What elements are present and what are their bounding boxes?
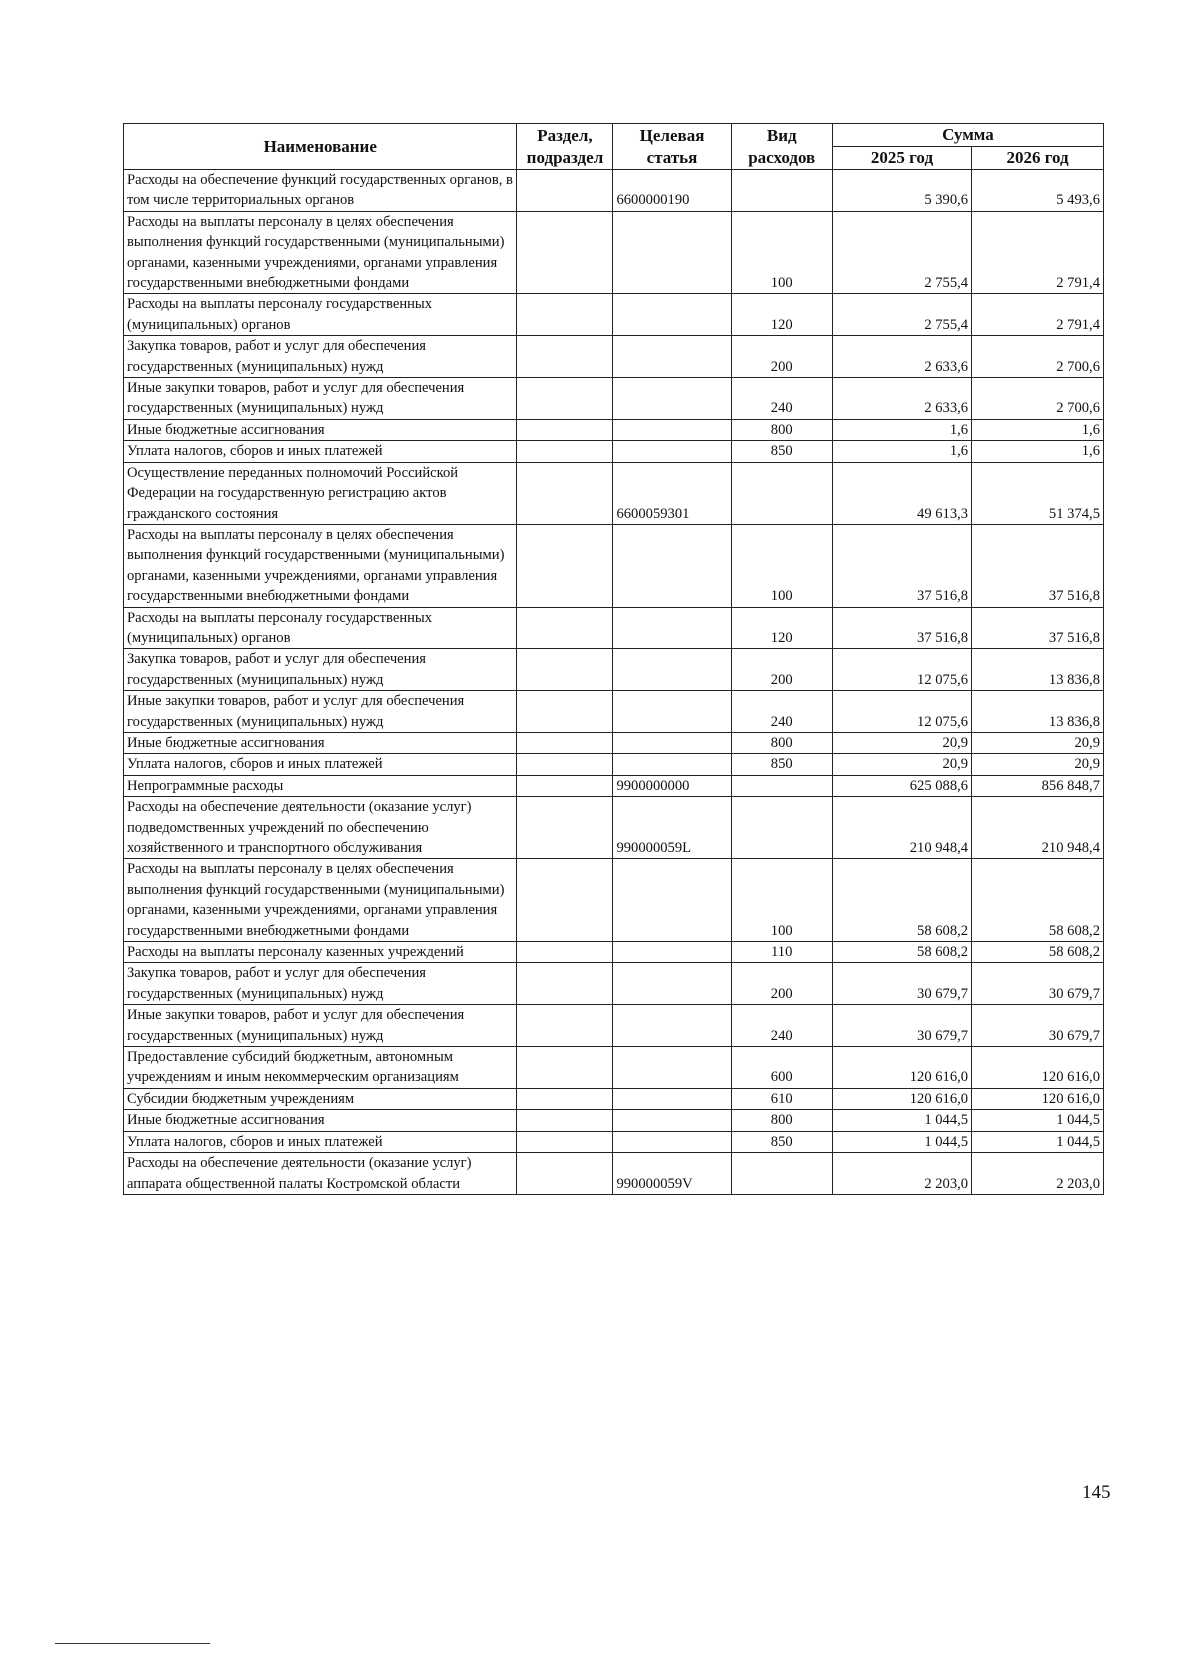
cell-section xyxy=(517,1088,613,1109)
footnote-divider xyxy=(55,1643,210,1644)
cell-section xyxy=(517,294,613,336)
cell-target xyxy=(613,294,731,336)
cell-2026: 210 948,4 xyxy=(972,797,1104,859)
cell-kind: 800 xyxy=(731,732,832,753)
cell-section xyxy=(517,732,613,753)
cell-target: 990000059L xyxy=(613,797,731,859)
cell-2026: 2 203,0 xyxy=(972,1153,1104,1195)
cell-name: Расходы на выплаты персоналу казенных учреждений xyxy=(124,942,517,963)
cell-section xyxy=(517,462,613,524)
cell-target: 9900000000 xyxy=(613,775,731,796)
cell-target xyxy=(613,649,731,691)
cell-2026: 13 836,8 xyxy=(972,691,1104,733)
cell-target xyxy=(613,691,731,733)
cell-target xyxy=(613,524,731,607)
cell-2025: 1,6 xyxy=(832,441,971,462)
table-row xyxy=(124,1153,1104,1195)
cell-2026: 13 836,8 xyxy=(972,649,1104,691)
cell-name: Расходы на выплаты персоналу государственных (муниципальных) органов xyxy=(124,607,517,649)
cell-2025: 2 203,0 xyxy=(832,1153,971,1195)
cell-2026: 37 516,8 xyxy=(972,607,1104,649)
table-row xyxy=(124,211,1104,294)
cell-2025: 12 075,6 xyxy=(832,691,971,733)
cell-kind xyxy=(731,170,832,212)
cell-section xyxy=(517,378,613,420)
cell-kind: 200 xyxy=(731,336,832,378)
cell-target xyxy=(613,1047,731,1089)
cell-2025: 58 608,2 xyxy=(832,942,971,963)
cell-target xyxy=(613,378,731,420)
table-row xyxy=(124,963,1104,1005)
cell-kind: 850 xyxy=(731,754,832,775)
cell-section xyxy=(517,211,613,294)
table-row xyxy=(124,691,1104,733)
cell-name: Закупка товаров, работ и услуг для обеспечения государственных (муниципальных) нужд xyxy=(124,336,517,378)
table-row xyxy=(124,1110,1104,1131)
cell-name: Иные бюджетные ассигнования xyxy=(124,419,517,440)
cell-kind: 120 xyxy=(731,607,832,649)
cell-kind: 850 xyxy=(731,1131,832,1152)
table-row xyxy=(124,607,1104,649)
cell-2026: 58 608,2 xyxy=(972,859,1104,942)
cell-name: Расходы на выплаты персоналу государственных (муниципальных) органов xyxy=(124,294,517,336)
cell-target xyxy=(613,1110,731,1131)
cell-name: Уплата налогов, сборов и иных платежей xyxy=(124,754,517,775)
cell-section xyxy=(517,797,613,859)
table-row xyxy=(124,649,1104,691)
cell-name: Осуществление переданных полномочий Российской Федерации на государственную регистрацию актов гражданского состояния xyxy=(124,462,517,524)
cell-name: Расходы на обеспечение деятельности (оказание услуг) аппарата общественной палаты Костромской области xyxy=(124,1153,517,1195)
cell-2025: 2 633,6 xyxy=(832,336,971,378)
cell-name: Иные бюджетные ассигнования xyxy=(124,1110,517,1131)
cell-2025: 625 088,6 xyxy=(832,775,971,796)
budget-table xyxy=(123,123,1104,1195)
cell-2026: 37 516,8 xyxy=(972,524,1104,607)
cell-kind: 200 xyxy=(731,649,832,691)
cell-section xyxy=(517,942,613,963)
cell-section xyxy=(517,775,613,796)
table-row xyxy=(124,775,1104,796)
cell-2025: 30 679,7 xyxy=(832,963,971,1005)
cell-section xyxy=(517,607,613,649)
cell-name: Иные закупки товаров, работ и услуг для обеспечения государственных (муниципальных) нужд xyxy=(124,378,517,420)
cell-2026: 20,9 xyxy=(972,732,1104,753)
cell-2025: 120 616,0 xyxy=(832,1047,971,1089)
cell-name: Закупка товаров, работ и услуг для обеспечения государственных (муниципальных) нужд xyxy=(124,649,517,691)
cell-name: Непрограммные расходы xyxy=(124,775,517,796)
cell-2025: 49 613,3 xyxy=(832,462,971,524)
cell-section xyxy=(517,1153,613,1195)
cell-2026: 856 848,7 xyxy=(972,775,1104,796)
cell-section xyxy=(517,1131,613,1152)
header-sum: Сумма xyxy=(832,124,1103,147)
cell-2025: 58 608,2 xyxy=(832,859,971,942)
cell-target xyxy=(613,732,731,753)
cell-name: Предоставление субсидий бюджетным, автономным учреждениям и иным некоммерческим организациям xyxy=(124,1047,517,1089)
header-target: Целевая статья xyxy=(613,124,731,170)
cell-name: Иные закупки товаров, работ и услуг для обеспечения государственных (муниципальных) нужд xyxy=(124,1005,517,1047)
cell-2026: 120 616,0 xyxy=(972,1047,1104,1089)
header-year-2025: 2025 год xyxy=(832,147,971,170)
cell-2026: 2 791,4 xyxy=(972,211,1104,294)
cell-2025: 37 516,8 xyxy=(832,524,971,607)
cell-2026: 2 700,6 xyxy=(972,336,1104,378)
cell-name: Субсидии бюджетным учреждениям xyxy=(124,1088,517,1109)
cell-2025: 1,6 xyxy=(832,419,971,440)
cell-kind xyxy=(731,462,832,524)
cell-kind: 800 xyxy=(731,1110,832,1131)
cell-2026: 120 616,0 xyxy=(972,1088,1104,1109)
cell-2025: 2 633,6 xyxy=(832,378,971,420)
table-row xyxy=(124,1088,1104,1109)
cell-2025: 12 075,6 xyxy=(832,649,971,691)
cell-kind: 100 xyxy=(731,524,832,607)
cell-section xyxy=(517,859,613,942)
cell-2025: 37 516,8 xyxy=(832,607,971,649)
cell-kind: 240 xyxy=(731,1005,832,1047)
table-row xyxy=(124,524,1104,607)
table-row xyxy=(124,1131,1104,1152)
cell-2025: 1 044,5 xyxy=(832,1110,971,1131)
table-row xyxy=(124,859,1104,942)
cell-section xyxy=(517,336,613,378)
cell-kind: 850 xyxy=(731,441,832,462)
header-kind: Вид расходов xyxy=(731,124,832,170)
cell-kind: 110 xyxy=(731,942,832,963)
cell-target xyxy=(613,859,731,942)
table-row xyxy=(124,441,1104,462)
cell-target: 6600059301 xyxy=(613,462,731,524)
table-row xyxy=(124,942,1104,963)
header-name: Наименование xyxy=(124,124,517,170)
cell-section xyxy=(517,441,613,462)
cell-target xyxy=(613,419,731,440)
cell-2026: 5 493,6 xyxy=(972,170,1104,212)
cell-2025: 30 679,7 xyxy=(832,1005,971,1047)
table-row xyxy=(124,419,1104,440)
cell-kind xyxy=(731,1153,832,1195)
cell-2025: 20,9 xyxy=(832,754,971,775)
cell-target xyxy=(613,1005,731,1047)
cell-2026: 2 791,4 xyxy=(972,294,1104,336)
cell-section xyxy=(517,963,613,1005)
header-section: Раздел, подраздел xyxy=(517,124,613,170)
cell-target xyxy=(613,441,731,462)
cell-2026: 1,6 xyxy=(972,419,1104,440)
cell-section xyxy=(517,1110,613,1131)
cell-2026: 20,9 xyxy=(972,754,1104,775)
cell-name: Уплата налогов, сборов и иных платежей xyxy=(124,1131,517,1152)
cell-section xyxy=(517,170,613,212)
cell-section xyxy=(517,419,613,440)
page-number: 145 xyxy=(1082,1482,1111,1503)
cell-name: Расходы на выплаты персоналу в целях обеспечения выполнения функций государственными (муниципальными) органами, казенными учреждениями, органами управления государственными внебюджетными фондами xyxy=(124,859,517,942)
table-row xyxy=(124,732,1104,753)
cell-2025: 210 948,4 xyxy=(832,797,971,859)
table-row xyxy=(124,797,1104,859)
header-year-2026: 2026 год xyxy=(972,147,1104,170)
cell-kind: 610 xyxy=(731,1088,832,1109)
table-row xyxy=(124,754,1104,775)
cell-2026: 30 679,7 xyxy=(972,963,1104,1005)
cell-section xyxy=(517,754,613,775)
cell-section xyxy=(517,649,613,691)
cell-kind: 200 xyxy=(731,963,832,1005)
cell-2026: 1 044,5 xyxy=(972,1110,1104,1131)
cell-2026: 1,6 xyxy=(972,441,1104,462)
table-row xyxy=(124,170,1104,212)
table-row xyxy=(124,1047,1104,1089)
cell-2025: 120 616,0 xyxy=(832,1088,971,1109)
cell-kind: 100 xyxy=(731,859,832,942)
cell-section xyxy=(517,524,613,607)
cell-kind: 800 xyxy=(731,419,832,440)
cell-target xyxy=(613,942,731,963)
cell-name: Расходы на выплаты персоналу в целях обеспечения выполнения функций государственными (муниципальными) органами, казенными учреждениями, органами управления государственными внебюджетными фондами xyxy=(124,211,517,294)
cell-section xyxy=(517,1005,613,1047)
cell-2026: 2 700,6 xyxy=(972,378,1104,420)
cell-2025: 1 044,5 xyxy=(832,1131,971,1152)
table-header xyxy=(124,124,1104,170)
cell-target: 6600000190 xyxy=(613,170,731,212)
cell-2026: 58 608,2 xyxy=(972,942,1104,963)
cell-2025: 20,9 xyxy=(832,732,971,753)
cell-target xyxy=(613,1088,731,1109)
cell-2026: 51 374,5 xyxy=(972,462,1104,524)
cell-target xyxy=(613,963,731,1005)
table-row xyxy=(124,1005,1104,1047)
table-row xyxy=(124,294,1104,336)
cell-2026: 30 679,7 xyxy=(972,1005,1104,1047)
cell-target xyxy=(613,211,731,294)
table-row xyxy=(124,336,1104,378)
cell-name: Иные бюджетные ассигнования xyxy=(124,732,517,753)
cell-name: Расходы на выплаты персоналу в целях обеспечения выполнения функций государственными (муниципальными) органами, казенными учреждениями, органами управления государственными внебюджетными фондами xyxy=(124,524,517,607)
cell-target xyxy=(613,607,731,649)
cell-2025: 5 390,6 xyxy=(832,170,971,212)
cell-target xyxy=(613,1131,731,1152)
table-row xyxy=(124,378,1104,420)
cell-name: Уплата налогов, сборов и иных платежей xyxy=(124,441,517,462)
table-row xyxy=(124,462,1104,524)
cell-name: Иные закупки товаров, работ и услуг для обеспечения государственных (муниципальных) нужд xyxy=(124,691,517,733)
cell-kind: 100 xyxy=(731,211,832,294)
table-body xyxy=(124,170,1104,1195)
cell-2026: 1 044,5 xyxy=(972,1131,1104,1152)
cell-section xyxy=(517,1047,613,1089)
cell-target: 990000059V xyxy=(613,1153,731,1195)
cell-target xyxy=(613,754,731,775)
cell-name: Расходы на обеспечение деятельности (оказание услуг) подведомственных учреждений по обеспечению хозяйственного и транспортного обслуживания xyxy=(124,797,517,859)
cell-kind: 240 xyxy=(731,378,832,420)
cell-name: Закупка товаров, работ и услуг для обеспечения государственных (муниципальных) нужд xyxy=(124,963,517,1005)
cell-kind xyxy=(731,797,832,859)
cell-kind: 120 xyxy=(731,294,832,336)
cell-kind xyxy=(731,775,832,796)
cell-section xyxy=(517,691,613,733)
cell-2025: 2 755,4 xyxy=(832,211,971,294)
cell-kind: 600 xyxy=(731,1047,832,1089)
cell-name: Расходы на обеспечение функций государственных органов, в том числе территориальных органов xyxy=(124,170,517,212)
cell-kind: 240 xyxy=(731,691,832,733)
cell-2025: 2 755,4 xyxy=(832,294,971,336)
cell-target xyxy=(613,336,731,378)
